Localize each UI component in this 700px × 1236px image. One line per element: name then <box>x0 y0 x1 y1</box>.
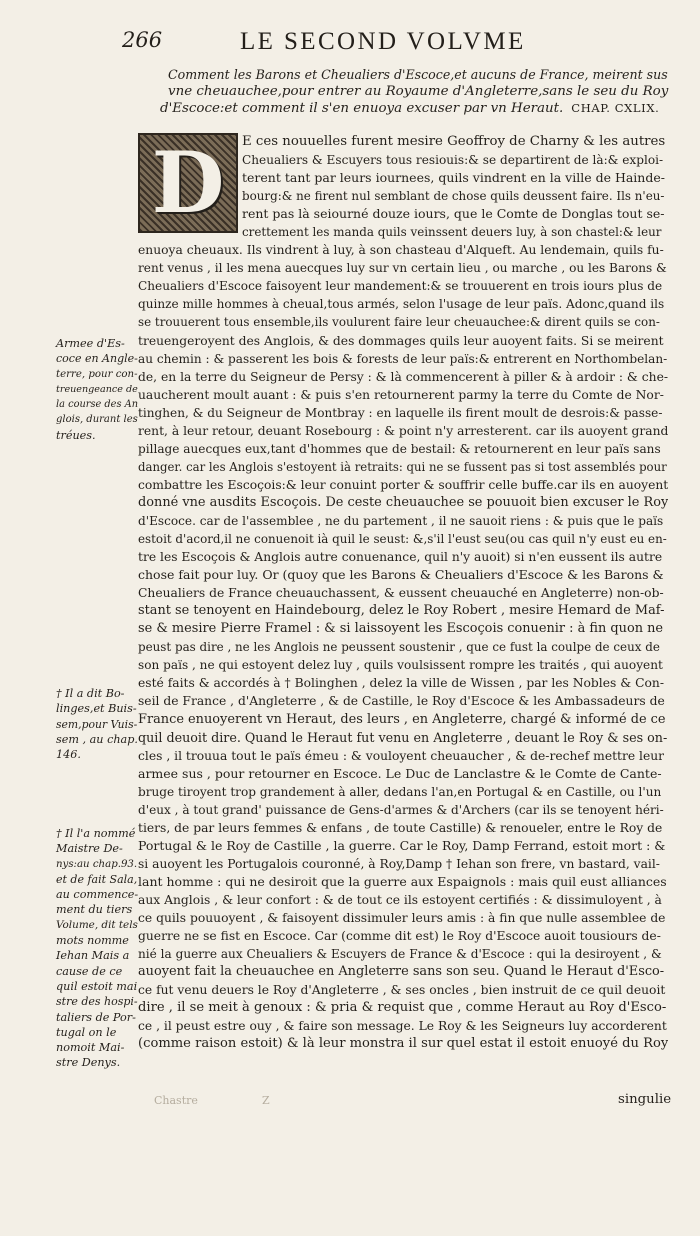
margin-note-line: tréues. <box>56 428 96 442</box>
margin-note-line: nys:au chap.93. <box>56 858 138 870</box>
text-line: d'eux , à tout grand' puissance de Gens-d'armes & d'Archers (car ils se tenoyent héri- <box>138 802 664 817</box>
margin-note-line: Volume, dit tels <box>56 918 138 931</box>
text-line: danger. car les Anglois s'estoyent ià retraits: qui ne se fussent pas si tost assemblés pour <box>138 459 667 474</box>
text-line: stant se tenoyent en Haindebourg, delez le Roy Robert , mesire Hemard de Maf- <box>138 603 665 619</box>
signature-letter: Z <box>262 1094 270 1107</box>
margin-note-line: Maistre De- <box>56 842 123 856</box>
margin-note-line: Iehan Mais a <box>56 949 130 963</box>
margin-note-line: stre Denys. <box>56 1056 121 1070</box>
text-line: chose fait pour luy. Or (quoy que les Barons & Cheualiers d'Escoce & les Barons & <box>138 567 664 583</box>
text-line: d'Escoce. car de l'assemblee , ne du partement , il ne sauoit riens : & puis que le païs <box>138 513 664 528</box>
text-line: dire , il se meit à genoux : & pria & requist que , comme Heraut au Roy d'Esco- <box>138 1000 667 1016</box>
page-header <box>122 28 592 56</box>
margin-note-denys <box>56 826 138 1071</box>
text-line: guerre ne se fist en Escoce. Car (comme dit est) le Roy d'Escoce auoit tousiours de- <box>138 929 661 944</box>
initial-letter: D <box>151 133 225 232</box>
text-line: France enuoyerent vn Heraut, des leurs , en Angleterre, chargé & informé de ce <box>138 711 666 727</box>
margin-note-line: coce en Angle- <box>56 352 138 366</box>
margin-note-line: 146. <box>56 748 81 762</box>
text-line: Cheualiers de France cheuauchassent, & eussent cheuauché en Angleterre) non-ob- <box>138 586 664 601</box>
chapter-title-line-text: d'Escoce:et comment il s'en enuoya excuser par vn Heraut. <box>160 101 564 116</box>
text-line: cles , il trouua tout le païs émeu : & vouloyent cheuaucher , & de-rechef mettre leur <box>138 748 665 763</box>
margin-note-line: et de fait Sala, <box>56 872 138 886</box>
text-line: terent tant par leurs iournees, quils vindrent en la ville de Hainde- <box>242 170 665 186</box>
margin-note-line: linges,et Buis- <box>56 702 137 716</box>
text-line: auoyent fait la cheuauchee en Angleterre sans son seu. Quand le Heraut d'Esco- <box>138 964 665 980</box>
margin-note-line: † Il l'a nommé <box>56 827 136 840</box>
text-line: ce , il peust estre ouy , & faire son message. Le Roy & les Seigneurs luy accorderent <box>138 1019 667 1034</box>
text-line: tre les Escoçois & Anglois autre conuenance, quil n'y auoit) si n'en eussent ils autre <box>138 550 663 565</box>
text-line: au chemin : & passerent les bois & forests de leur païs:& entrerent en Northombelan- <box>138 351 668 366</box>
text-line: treuengeroyent des Anglois, & des dommages quils leur auoyent faits. Si se meirent <box>138 333 664 348</box>
margin-note-line: mots nomme <box>56 934 129 948</box>
running-head: LE SECOND VOLVME <box>240 28 526 55</box>
text-line: armee sus , pour retourner en Escoce. Le Duc de Lanclastre & le Comte de Cante- <box>138 765 662 781</box>
catchword: singulie <box>618 1092 672 1107</box>
margin-note-line: stre des hospi- <box>56 995 138 1009</box>
text-line: rent pas là seiourné douze iours, que le Comte de Donglas tout se- <box>242 206 665 222</box>
text-line: rent, à leur retour, deuant Rosebourg : & point n'y arresterent. car ils auoyent grand <box>138 423 668 438</box>
folio-number: 266 <box>122 28 163 52</box>
text-line: nié la guerre aux Cheualiers & Escuyers de France & d'Escoce : qui la desiroyent , & <box>138 947 662 962</box>
text-line: donné vne ausdits Escoçois. De ceste cheuauchee se pouuoit bien excuser le Roy <box>138 494 668 510</box>
text-line: quinze mille hommes à cheual,tous armés, selon l'usage de leur païs. Adonc,quand ils <box>138 297 665 312</box>
margin-note-line: au commence- <box>56 888 139 902</box>
margin-note-line: sem , au chap. <box>56 732 138 746</box>
chapter-title-line <box>160 100 660 117</box>
margin-note-line: taliers de Por- <box>56 1010 136 1024</box>
chapter-title-line: vne cheuauchee,pour entrer au Royaume d'Angleterre,sans le seu du Roy <box>168 84 669 99</box>
text-line: bruge tiroyent trop grandement à aller, dedans l'an,en Portugal & en Castille, ou l'un <box>138 784 662 799</box>
text-line: combattre les Escoçois:& leur conuint porter & souffrir celle buffe.car ils en auoyent <box>138 477 668 492</box>
margin-note-line: la course des An <box>56 399 139 411</box>
text-line: ce fut venu deuers le Roy d'Angleterre , & ses oncles , bien instruit de ce quil deuoit <box>138 983 666 998</box>
margin-note-line: † Il a dit Bo- <box>56 687 125 700</box>
text-line: si auoyent les Portugalois couronné, à Roy,Damp † Iehan son frere, vn bastard, vail- <box>138 856 660 871</box>
text-line: de, en la terre du Seigneur de Persy : & là commencerent à piller & à ardoir : & che- <box>138 369 668 384</box>
text-line: Portugal & le Roy de Castille , la guerre. Car le Roy, Damp Ferrand, estoit mort : & <box>138 837 666 853</box>
text-line: Cheualiers & Escuyers tous resiouis:& se departirent de là:& exploi- <box>242 153 664 168</box>
text-line: bourg:& ne firent nul semblant de chose quils deussent faire. Ils n'eu- <box>242 189 665 204</box>
margin-note-line: sem,pour Vuis- <box>56 717 138 731</box>
text-line: estoit d'acord,il ne conuenoit ià quil le seust: &,s'il l'eust seu(ou cas quil n'y eust eu en- <box>138 532 667 547</box>
text-line: rent venus , il les mena auecques luy sur vn certain lieu , ou marche , ou les Barons & <box>138 261 667 276</box>
margin-note-line: ment du tiers <box>56 903 133 917</box>
margin-note-line: tugal on le <box>56 1025 117 1039</box>
text-line: enuoya cheuaux. Ils vindrent à luy, à son chasteau d'Alqueft. Au lendemain, quils fu- <box>138 243 664 258</box>
text-line: seil de France , d'Angleterre , & de Castille, le Roy d'Escoce & les Ambassadeurs de <box>138 694 665 709</box>
text-line: quil deuoit dire. Quand le Heraut fut venu en Angleterre , deuant le Roy & ses on- <box>138 729 668 745</box>
signature-mark: Chastre <box>154 1094 198 1107</box>
text-line: tiers, de par leurs femmes & enfans , de toute Castille) & renoueler, entre le Roy de <box>138 820 663 835</box>
text-line: se trouuerent tous ensemble,ils voulurent faire leur cheuauchee:& dirent quils se con- <box>138 315 660 330</box>
text-line: esté faits & accordés à † Bolinghen , delez la ville de Wissen , par les Nobles & Con- <box>138 676 664 691</box>
text-line: peust pas dire , ne les Anglois ne peussent soustenir , que ce fust la coulpe de ceux de <box>138 640 660 655</box>
text-line: tinghen, & du Seigneur de Montbray : en laquelle ils firent moult de desrois:& passe- <box>138 405 663 420</box>
text-line: ce quils pouuoyent , & faisoyent dissimuler leurs amis : à fin que nulle assemblee de <box>138 911 666 926</box>
text-line: lant homme : qui ne desiroit que la guerre aux Espaignols : mais quil eust alliances <box>138 873 667 889</box>
chapter-title-line: Comment les Barons et Cheualiers d'Escoce,et aucuns de France, meirent sus <box>168 67 668 82</box>
text-line: aux Anglois , & leur confort : & de tout ce ils estoyent certifiés : & dissimuloyent , à <box>138 892 662 907</box>
text-line: se & mesire Pierre Framel : & si laissoyent les Escoçois conuenir : à fin quon ne <box>138 621 664 637</box>
text-line: crettement les manda quils veinssent deuers luy, à son chastel:& leur <box>242 225 662 240</box>
chapter-number: CHAP. CXLIX. <box>571 101 660 115</box>
margin-note-line: glois, durant les <box>56 414 138 426</box>
text-line: pillage auecques eux,tant d'hommes que de bestail: & retournerent en leur païs sans <box>138 441 661 456</box>
margin-note-line: Armee d'Es- <box>56 337 125 350</box>
margin-note-line: cause de ce <box>56 964 123 978</box>
text-line: son païs , ne qui estoyent delez luy , quils voulsissent rompre les traités , qui auoyent <box>138 658 663 673</box>
chapter-title <box>160 66 669 117</box>
text-line: (comme raison estoit) & là leur monstra il sur quel estat il estoit enuoyé du Roy <box>138 1036 668 1052</box>
text-line: uaucherent moult auant : & puis s'en retournerent parmy la terre du Comte de Nor- <box>138 387 664 402</box>
margin-note-line: treuengeance de <box>56 383 138 395</box>
margin-note-bolinghen <box>56 686 138 762</box>
margin-note-line: nomoit Mai- <box>56 1041 125 1055</box>
margin-note-armee <box>56 336 138 443</box>
margin-note-line: terre, pour con- <box>56 368 138 380</box>
text-line: E ces nouuelles furent mesire Geoffroy de Charny & les autres <box>242 134 666 149</box>
text-line: Cheualiers d'Escoce faisoyent leur mandement:& se trouuerent en trois iours plus de <box>138 279 663 294</box>
main-text <box>138 133 668 1053</box>
margin-note-line: quil estoit mai <box>56 979 138 993</box>
